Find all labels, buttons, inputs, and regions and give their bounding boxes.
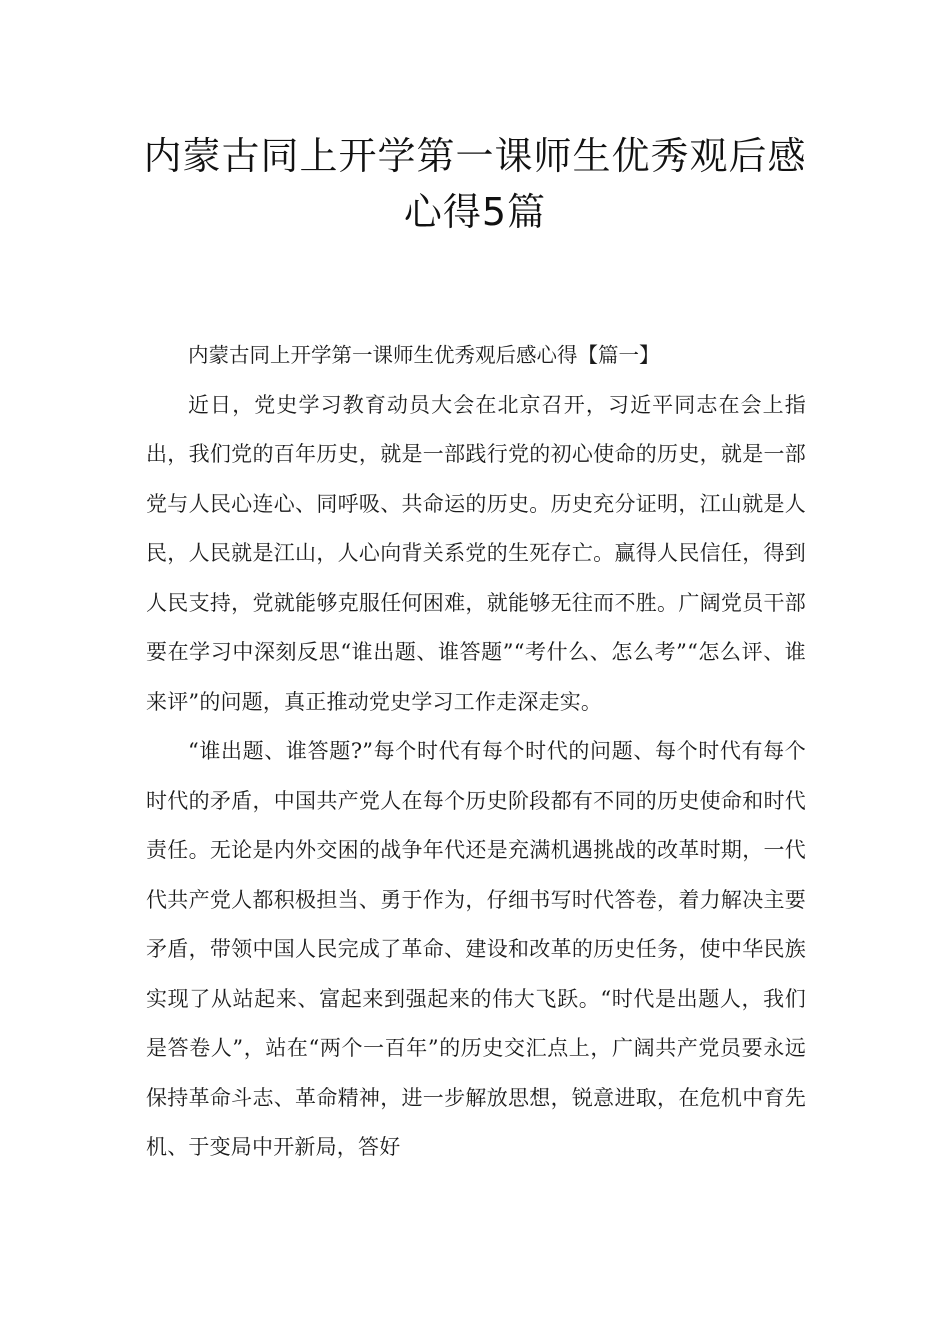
section-heading: 内蒙古同上开学第一课师生优秀观后感心得【篇一】: [188, 343, 660, 367]
title-line-2: 心得5篇: [403, 190, 547, 234]
document-body: [146, 331, 806, 1173]
paragraph-1: 近日，党史学习教育动员大会在北京召开，习近平同志在会上指出，我们党的百年历史，就是一部践行党的初心使命的历史，就是一部党与人民心连心、同呼吸、共命运的历史。历史充分证明，江山就是人民，人民就是江山，人心向背关系党的生死存亡。赢得人民信任，得到人民支持，党就能够克服任何困难，就能够无往而不胜。广阔党员干部要在学习中深刻反思“谁出题、谁答题”“考什么、怎么考”“怎么评、谁来评”的问题，真正推动党史学习工作走深走实。: [146, 392, 806, 714]
paragraph-2: “谁出题、谁答题?”每个时代有每个时代的问题、每个时代有每个时代的矛盾，中国共产党人在每个历史阶段都有不同的历史使命和时代责任。无论是内外交困的战争年代还是充满机遇挑战的改革时期，一代代共产党人都积极担当、勇于作为，仔细书写时代答卷，着力解决主要矛盾，带领中国人民完成了革命、建设和改革的历史任务，使中华民族实现了从站起来、富起来到强起来的伟大飞跃。“时代是出题人，我们是答卷人”，站在“两个一百年”的历史交汇点上，广阔共产党员要永远保持革命斗志、革命精神，进一步解放思想，锐意进取，在危机中育先机、于变局中开新局，答好: [146, 739, 806, 1159]
document-title: [70, 128, 880, 240]
title-line-1: 内蒙古同上开学第一课师生优秀观后感: [143, 134, 807, 178]
